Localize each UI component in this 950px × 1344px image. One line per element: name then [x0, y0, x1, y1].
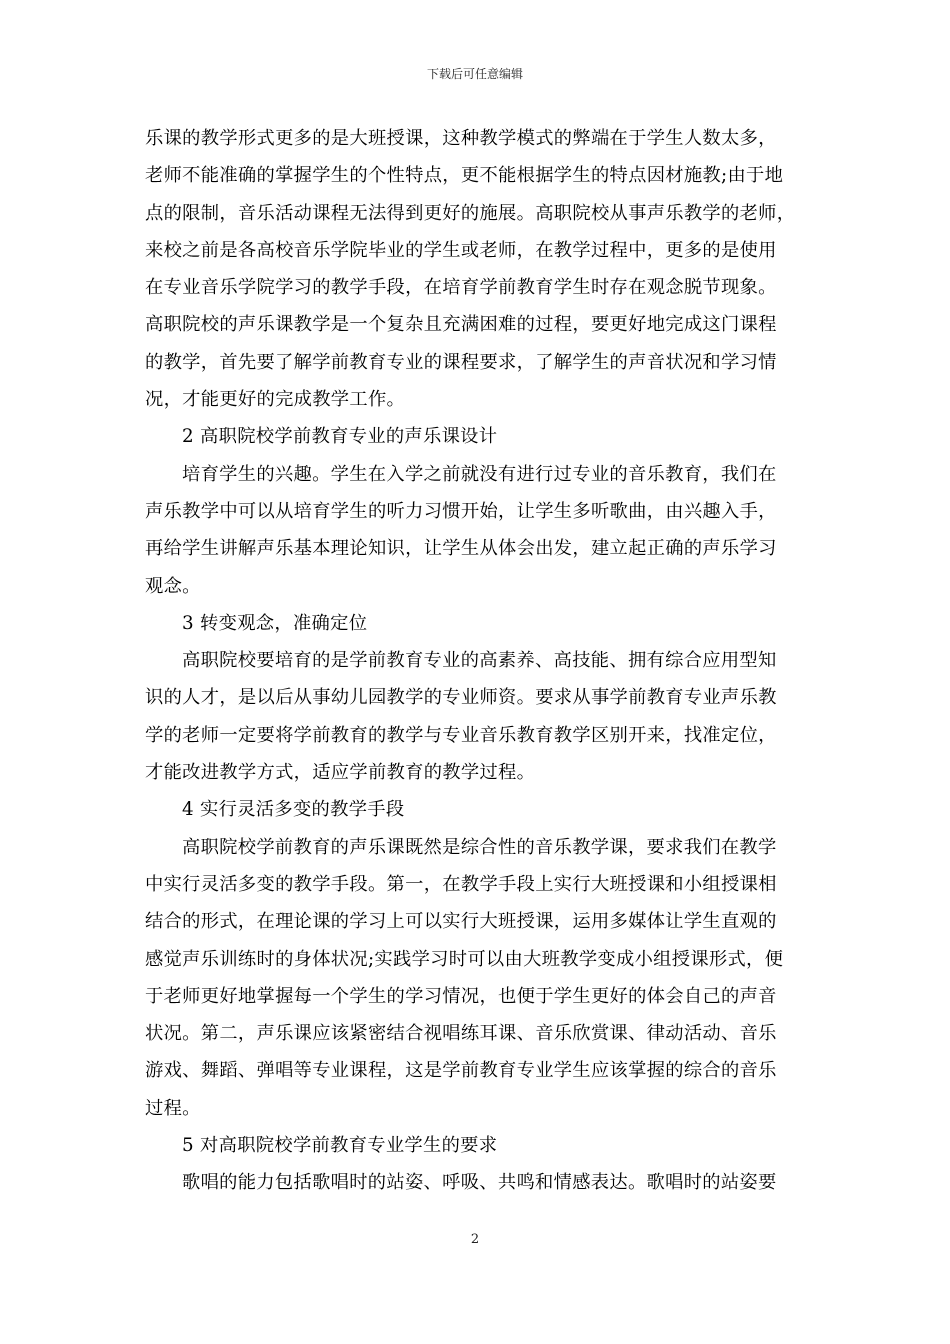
body-line: 高职院校学前教育的声乐课既然是综合性的音乐教学课，要求我们在教学: [182, 836, 777, 858]
body-line: 来校之前是各高校音乐学院毕业的学生或老师，在教学过程中，更多的是使用: [145, 239, 777, 261]
body-line: 乐课的教学形式更多的是大班授课，这种教学模式的弊端在于学生人数太多，: [145, 128, 777, 149]
body-line: 结合的形式，在理论课的学习上可以实行大班授课，运用多媒体让学生直观的: [145, 911, 777, 933]
body-line: 的教学，首先要了解学前教育专业的课程要求，了解学生的声音状况和学习情: [145, 351, 777, 373]
body-line: 声乐教学中可以从培育学生的听力习惯开始，让学生多听歌曲，由兴趣入手，: [145, 500, 777, 522]
body-line: 游戏、舞蹈、弹唱等专业课程，这是学前教育专业学生应该掌握的综合的音乐: [145, 1060, 777, 1082]
body-line: 中实行灵活多变的教学手段。第一，在教学手段上实行大班授课和小组授课相: [145, 873, 777, 895]
body-line: 高职院校要培育的是学前教育专业的高素养、高技能、拥有综合应用型知: [182, 650, 777, 672]
section-heading: 5 对高职院校学前教育专业学生的要求: [182, 1135, 498, 1157]
body-line: 才能改进教学方式，适应学前教育的教学过程。: [145, 762, 536, 784]
body-line: 过程。: [145, 1097, 201, 1119]
body-line: 观念。: [145, 575, 201, 597]
body-line: 识的人才，是以后从事幼儿园教学的专业师资。要求从事学前教育专业声乐教: [145, 687, 777, 709]
body-line: 于老师更好地掌握每一个学生的学习情况，也便于学生更好的体会自己的声音: [145, 985, 777, 1007]
section-heading: 2 高职院校学前教育专业的声乐课设计: [182, 426, 498, 448]
body-line: 在专业音乐学院学习的教学手段，在培育学前教育学生时存在观念脱节现象。: [145, 277, 777, 299]
body-line: 点的限制，音乐活动课程无法得到更好的施展。高职院校从事声乐教学的老师，: [145, 202, 796, 224]
body-line: 感觉声乐训练时的身体状况;实践学习时可以由大班教学变成小组授课形式，便: [145, 948, 784, 970]
body-line: 学的老师一定要将学前教育的教学与专业音乐教育教学区别开来，找准定位，: [145, 724, 777, 746]
body-line: 歌唱的能力包括歌唱时的站姿、呼吸、共鸣和情感表达。歌唱时的站姿要: [182, 1172, 777, 1194]
body-line: 高职院校的声乐课教学是一个复杂且充满困难的过程，要更好地完成这门课程: [145, 314, 777, 336]
body-line: 老师不能准确的掌握学生的个性特点，更不能根据学生的特点因材施教;由于地: [145, 165, 784, 187]
page-header: 下载后可任意编辑: [426, 67, 523, 81]
section-heading: 3 转变观念，准确定位: [182, 612, 368, 634]
body-line: 状况。第二，声乐课应该紧密结合视唱练耳课、音乐欣赏课、律动活动、音乐: [145, 1023, 777, 1045]
body-line: 况，才能更好的完成教学工作。: [145, 389, 406, 411]
document-body: [145, 120, 810, 1202]
page-number: 2: [470, 1232, 480, 1247]
body-line: 再给学生讲解声乐基本理论知识，让学生从体会出发，建立起正确的声乐学习: [145, 538, 777, 560]
body-line: 培育学生的兴趣。学生在入学之前就没有进行过专业的音乐教育，我们在: [182, 463, 777, 485]
section-heading: 4 实行灵活多变的教学手段: [182, 799, 405, 821]
